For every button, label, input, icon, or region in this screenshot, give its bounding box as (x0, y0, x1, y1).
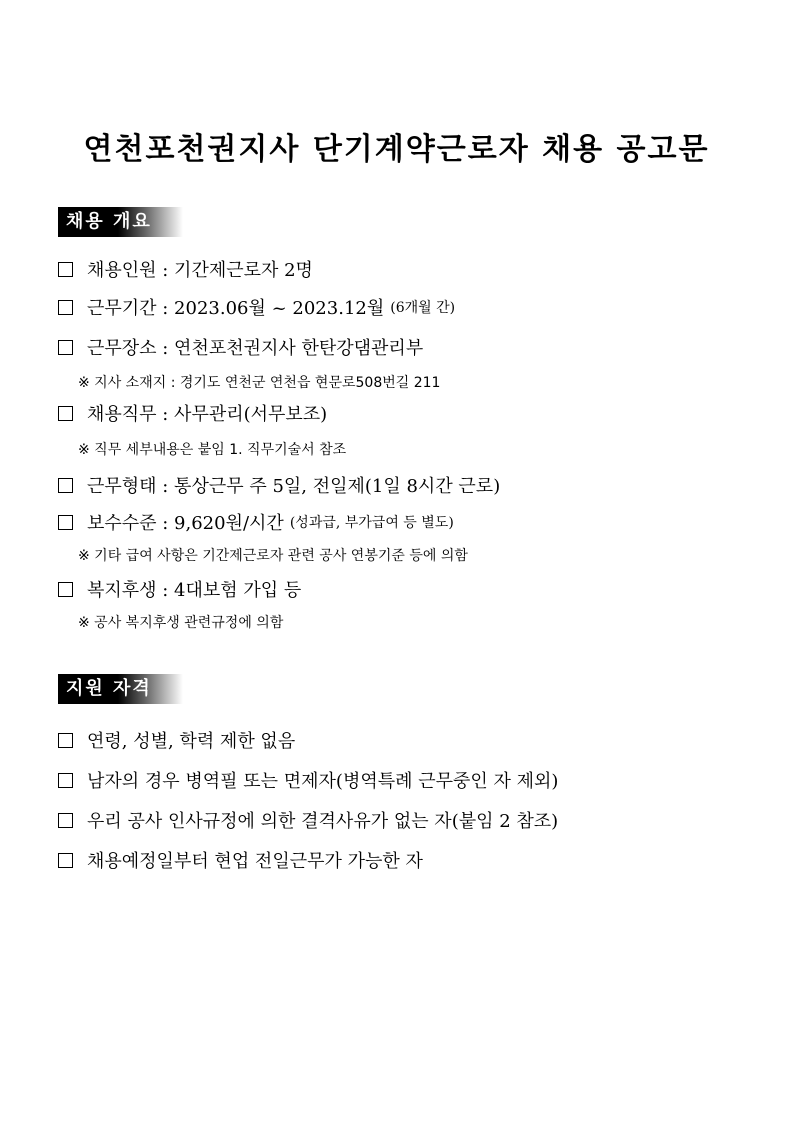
overview-item-work-type (58, 472, 500, 498)
section-header-overview: 채용 개요 (58, 207, 183, 237)
item-text: 채용직무 : 사무관리(서무보조) (87, 404, 328, 425)
item-note-inline: (성과급, 부가급여 등 별도) (289, 515, 454, 531)
item-text: 남자의 경우 병역필 또는 면제자(병역특례 근무중인 자 제외) (87, 771, 559, 792)
item-text: 보수수준 : 9,620원/시간 (87, 513, 284, 534)
qualification-item (58, 847, 423, 873)
checkbox-icon (58, 340, 73, 355)
item-text: 근무장소 : 연천포천권지사 한탄강댐관리부 (87, 338, 424, 359)
checkbox-icon (58, 733, 73, 748)
item-text: 연령, 성별, 학력 제한 없음 (87, 731, 296, 752)
overview-item-duty (58, 400, 327, 426)
overview-item-headcount (58, 256, 313, 282)
note-office-address: ※ 지사 소재지 : 경기도 연천군 연천읍 현문로508번길 211 (78, 375, 441, 391)
checkbox-icon (58, 813, 73, 828)
overview-item-location (58, 334, 423, 360)
qualification-item (58, 727, 295, 753)
overview-item-welfare (58, 576, 301, 602)
qualification-item (58, 807, 558, 833)
item-text: 복지후생 : 4대보험 가입 등 (87, 580, 302, 601)
checkbox-icon (58, 853, 73, 868)
item-text: 채용예정일부터 현업 전일근무가 가능한 자 (87, 851, 423, 872)
page-title: 연천포천권지사 단기계약근로자 채용 공고문 (83, 132, 710, 167)
note-pay-details: ※ 기타 급여 사항은 기간제근로자 관련 공사 연봉기준 등에 의함 (78, 548, 468, 564)
item-text: 우리 공사 인사규정에 의한 결격사유가 없는 자(붙임 2 참조) (87, 811, 559, 832)
checkbox-icon (58, 582, 73, 597)
overview-item-period (58, 294, 455, 320)
section-header-qualifications: 지원 자격 (58, 674, 183, 704)
checkbox-icon (58, 515, 73, 530)
checkbox-icon (58, 300, 73, 315)
note-welfare: ※ 공사 복지후생 관련규정에 의함 (78, 615, 284, 631)
item-text: 근무형태 : 통상근무 주 5일, 전일제(1일 8시간 근로) (87, 476, 501, 497)
note-duty-details: ※ 직무 세부내용은 붙임 1. 직무기술서 참조 (78, 442, 347, 458)
overview-item-pay (58, 509, 454, 535)
item-note-inline: (6개월 간) (390, 300, 456, 316)
qualification-item (58, 767, 558, 793)
checkbox-icon (58, 773, 73, 788)
checkbox-icon (58, 478, 73, 493)
checkbox-icon (58, 406, 73, 421)
item-text: 근무기간 : 2023.06월 ~ 2023.12월 (87, 298, 385, 319)
item-text: 채용인원 : 기간제근로자 2명 (87, 260, 313, 281)
checkbox-icon (58, 262, 73, 277)
